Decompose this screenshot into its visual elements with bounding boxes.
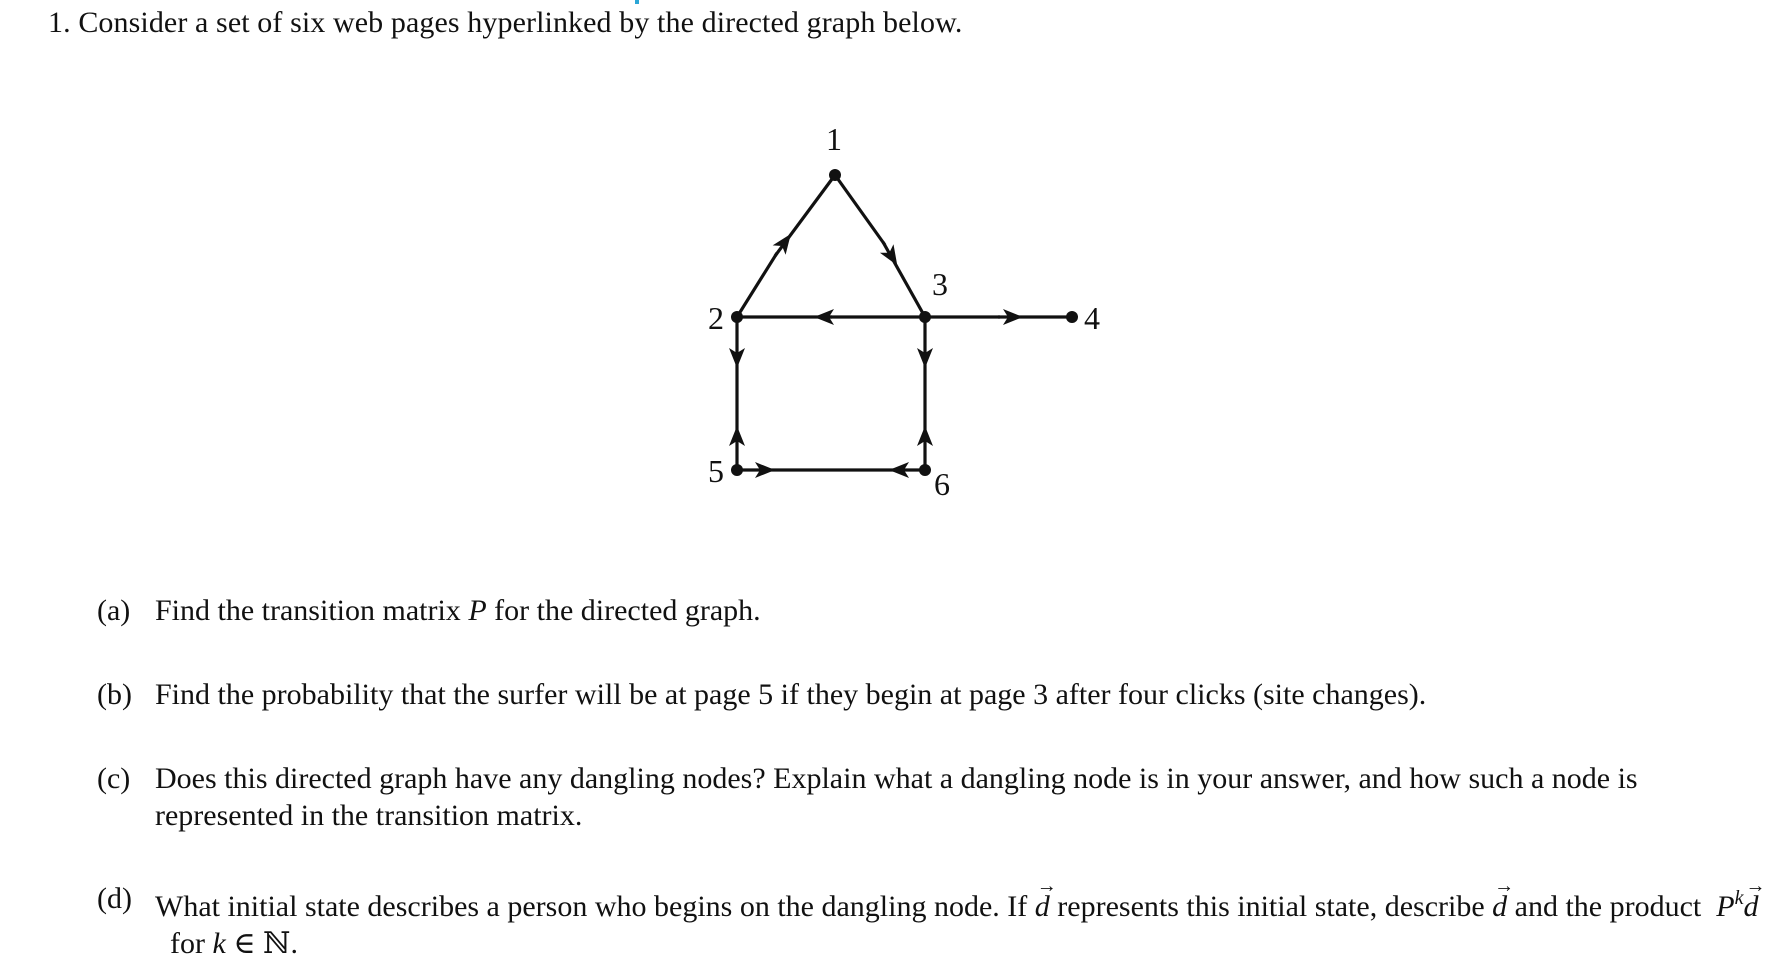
node-label-5: 5	[708, 453, 724, 489]
node-label-1: 1	[826, 121, 842, 157]
matrix-symbol-p: P	[468, 594, 487, 627]
part-b	[97, 676, 1762, 713]
part-d-text-4: for	[170, 927, 205, 960]
vector-d: d →	[1035, 888, 1050, 925]
graph-edges	[737, 175, 1072, 470]
vector-d: d →	[1492, 888, 1507, 925]
part-a-text-before: Find the transition matrix	[155, 594, 461, 627]
part-b-text: Find the probability that the surfer will be at page 5 if they begin at page 3 after four clicks (site changes).	[155, 678, 1427, 711]
edge-2-1	[737, 253, 777, 317]
directed-graph	[640, 120, 1160, 510]
part-d-label: (d)	[97, 882, 132, 915]
graph-nodes	[731, 169, 1078, 476]
node-4	[1066, 311, 1078, 323]
part-d-text-3: and the product	[1514, 890, 1702, 923]
part-d	[97, 880, 1762, 962]
part-a-text	[155, 592, 1762, 629]
part-c-label: (c)	[97, 762, 131, 795]
part-a-text-after: for the directed graph.	[494, 594, 761, 627]
vector-d: d →	[1743, 888, 1758, 925]
node-label-6: 6	[934, 466, 950, 502]
node-1	[829, 169, 841, 181]
part-d-text-2: represents this initial state, describe	[1057, 890, 1485, 923]
node-6	[919, 464, 931, 476]
k-symbol: k	[212, 927, 226, 960]
node-3	[919, 311, 931, 323]
arrow-1-to-3	[880, 244, 904, 269]
natural-numbers-set: ∈ ℕ.	[233, 927, 298, 960]
part-b-label: (b)	[97, 678, 132, 711]
node-label-3: 3	[932, 266, 948, 302]
exponent-k: k	[1734, 887, 1744, 909]
question-text: Consider a set of six web pages hyperlinked by the directed graph below.	[78, 6, 963, 39]
part-a	[97, 592, 1762, 629]
part-d-text	[155, 880, 1762, 962]
question-number: 1.	[48, 6, 71, 39]
part-c	[97, 760, 1762, 834]
question-prompt	[48, 6, 963, 40]
arrowheads	[729, 229, 1023, 478]
node-labels	[708, 121, 1100, 502]
part-a-label: (a)	[97, 594, 131, 627]
node-5	[731, 464, 743, 476]
node-label-4: 4	[1084, 300, 1100, 336]
edge-1-3	[835, 175, 885, 245]
part-d-text-1: What initial state describes a person who begins on the dangling node. If	[155, 890, 1028, 923]
part-c-text: Does this directed graph have any dangling nodes? Explain what a dangling node is in your answer, and how such a node is represented in the transition matrix.	[155, 762, 1638, 832]
matrix-symbol-p: P	[1716, 890, 1735, 923]
accent-mark	[635, 0, 639, 4]
node-label-2: 2	[708, 300, 724, 336]
node-2	[731, 311, 743, 323]
